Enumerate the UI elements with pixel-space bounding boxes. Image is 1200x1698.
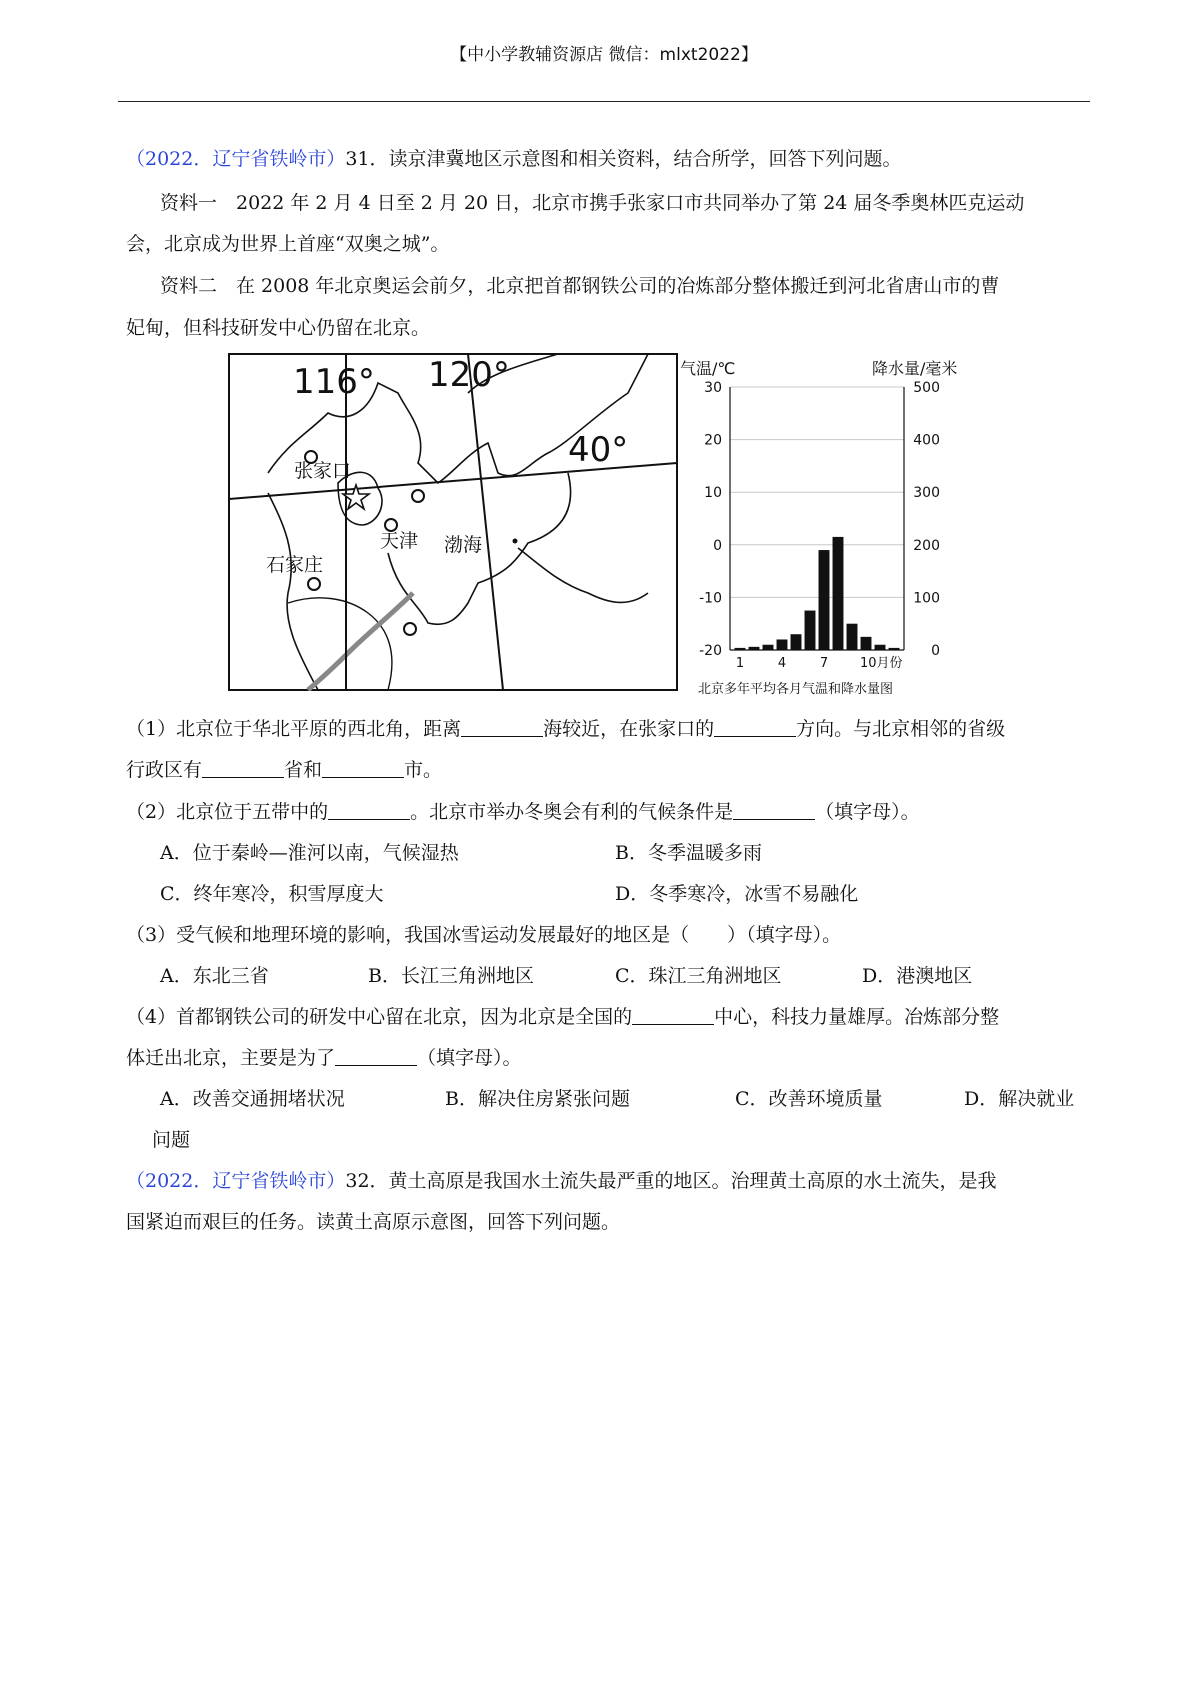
sub4-option-d-cont: 问题 — [152, 1129, 191, 1151]
sub2-option-c[interactable]: C．终年寒冷，积雪厚度大 — [160, 883, 384, 905]
answer-blank[interactable] — [335, 1047, 417, 1066]
x-tick-label: 7 — [819, 656, 829, 671]
sub4-option-c[interactable]: C．改善环境质量 — [735, 1088, 883, 1110]
material2-line2: 妃甸，但科技研发中心仍留在北京。 — [126, 317, 431, 339]
q31-sub4-line2 — [126, 1045, 1086, 1071]
precip-bar — [875, 645, 886, 650]
answer-blank[interactable] — [632, 1006, 714, 1025]
sub3-option-b[interactable]: B．长江三角洲地区 — [368, 965, 534, 987]
city-tianjin-label: 天津 — [380, 530, 419, 552]
material1-line2: 会，北京成为世界上首座“双奥之城”。 — [126, 233, 450, 255]
q31-source: （2022．辽宁省铁岭市） — [126, 148, 346, 170]
sub4-option-b[interactable]: B．解决住房紧张问题 — [445, 1088, 630, 1110]
q31-stem-line — [126, 146, 1086, 172]
page-header: 【中小学教辅资源店 微信：mlxt2022】 — [450, 45, 758, 65]
sub1-text-d: 行政区有 — [126, 759, 203, 781]
right-tick-label: 400 — [913, 432, 940, 449]
q31-stem: 31．读京津冀地区示意图和相关资料，结合所学，回答下列问题。 — [345, 148, 902, 170]
sub2-option-b[interactable]: B．冬季温暖多雨 — [615, 842, 762, 864]
sub3-option-a[interactable]: A．东北三省 — [160, 965, 269, 987]
q31-sub2 — [126, 799, 1086, 825]
x-tick-label: 1 — [735, 656, 745, 671]
precip-bar — [777, 639, 788, 650]
right-tick-label: 0 — [931, 643, 940, 659]
sea-bohai-label: 渤海 — [444, 534, 483, 556]
precip-bar — [861, 637, 872, 650]
right-axis-label: 降水量/毫米 — [872, 359, 958, 378]
sub4-option-d[interactable]: D．解决就业 — [964, 1088, 1075, 1110]
answer-blank[interactable] — [202, 759, 284, 778]
x-tick-label: 10月份 — [860, 656, 903, 671]
left-tick-label: 30 — [704, 380, 722, 396]
right-tick-label: 200 — [913, 537, 940, 554]
answer-blank[interactable] — [322, 759, 404, 778]
sub2-option-a[interactable]: A．位于秦岭—淮河以南，气候湿热 — [160, 842, 459, 864]
sub4-text-a: （4）首都钢铁公司的研发中心留在北京，因为北京是全国的 — [126, 1006, 633, 1028]
left-tick-label: 20 — [704, 432, 722, 449]
sub1-text-b: 海较近，在张家口的 — [543, 718, 715, 740]
sub3-option-d[interactable]: D．港澳地区 — [862, 965, 973, 987]
left-tick-label: -20 — [699, 643, 722, 659]
sub1-text-e: 省和 — [284, 759, 323, 781]
material1-line1: 资料一 2022 年 2 月 4 日至 2 月 20 日，北京市携手张家口市共同举办了第 24 届冬季奥林匹克运动 — [160, 192, 1025, 214]
sub2-text-a: （2）北京位于五带中的 — [126, 801, 329, 823]
right-tick-labels — [913, 380, 940, 659]
answer-blank[interactable] — [461, 718, 543, 737]
chart-grid — [730, 387, 904, 597]
city-zhangjiakou-label: 张家口 — [294, 460, 352, 482]
city-shijiazhuang-label: 石家庄 — [266, 554, 324, 576]
jjj-region-map — [228, 353, 678, 691]
x-tick-labels — [736, 656, 903, 671]
sub2-text-b: 。北京市举办冬奥会有利的气候条件是 — [410, 801, 734, 823]
x-tick-label: 4 — [777, 656, 787, 671]
right-tick-label: 500 — [913, 380, 940, 396]
left-tick-label: 10 — [704, 485, 722, 502]
left-tick-labels — [699, 380, 722, 659]
sub4-option-a[interactable]: A．改善交通拥堵状况 — [160, 1088, 345, 1110]
q32-text-line1: 32．黄土高原是我国水土流失最严重的地区。治理黄土高原的水土流失，是我 — [345, 1170, 997, 1192]
answer-blank[interactable] — [714, 718, 796, 737]
sub2-text-c: （填字母）。 — [815, 801, 920, 823]
answer-blank[interactable] — [733, 801, 815, 820]
sub1-text-c: 方向。与北京相邻的省级 — [796, 718, 1006, 740]
q31-sub3: （3）受气候和地理环境的影响，我国冰雪运动发展最好的地区是（ ）（填字母）。 — [126, 924, 842, 946]
precip-bar — [805, 611, 816, 650]
right-tick-label: 100 — [913, 590, 940, 607]
q32-source: （2022．辽宁省铁岭市） — [126, 1170, 346, 1192]
sub1-text-a: （1）北京位于华北平原的西北角，距离 — [126, 718, 462, 740]
sub4-text-d: （填字母）。 — [417, 1047, 522, 1069]
sub1-text-f: 市。 — [404, 759, 443, 781]
chart-title: 北京多年平均各月气温和降水量图 — [698, 682, 894, 697]
sub4-text-c: 体迁出北京，主要是为了 — [126, 1047, 336, 1069]
q32-line2: 国紧迫而艰巨的任务。读黄土高原示意图，回答下列问题。 — [126, 1211, 621, 1233]
q31-sub1-line1 — [126, 716, 1086, 742]
answer-blank[interactable] — [328, 801, 410, 820]
beijing-climate-chart — [678, 353, 998, 698]
precip-bar — [819, 550, 830, 650]
q32-line1 — [126, 1168, 1086, 1194]
right-tick-label: 300 — [913, 485, 940, 502]
left-axis-label: 气温/℃ — [680, 359, 736, 378]
left-tick-label: -10 — [699, 590, 722, 607]
q31-sub4-line1 — [126, 1004, 1086, 1030]
precipitation-bars — [735, 537, 900, 650]
material2-line1: 资料二 在 2008 年北京奥运会前夕，北京把首都钢铁公司的冶炼部分整体搬迁到河北省唐山市的曹 — [160, 275, 1000, 297]
left-tick-label: 0 — [713, 537, 722, 554]
precip-bar — [833, 537, 844, 650]
precip-bar — [791, 634, 802, 650]
lon-116-label: 116° — [293, 362, 375, 402]
sub3-option-c[interactable]: C．珠江三角洲地区 — [615, 965, 782, 987]
header-divider — [118, 101, 1090, 102]
sub2-option-d[interactable]: D．冬季寒冷，冰雪不易融化 — [615, 883, 859, 905]
lon-120-label: 120° — [428, 355, 510, 395]
precip-bar — [847, 624, 858, 650]
lat-40-label: 40° — [568, 430, 629, 470]
q31-sub1-line2 — [126, 757, 1086, 783]
sub4-text-b: 中心，科技力量雄厚。冶炼部分整 — [714, 1006, 1000, 1028]
precip-bar — [763, 645, 774, 650]
